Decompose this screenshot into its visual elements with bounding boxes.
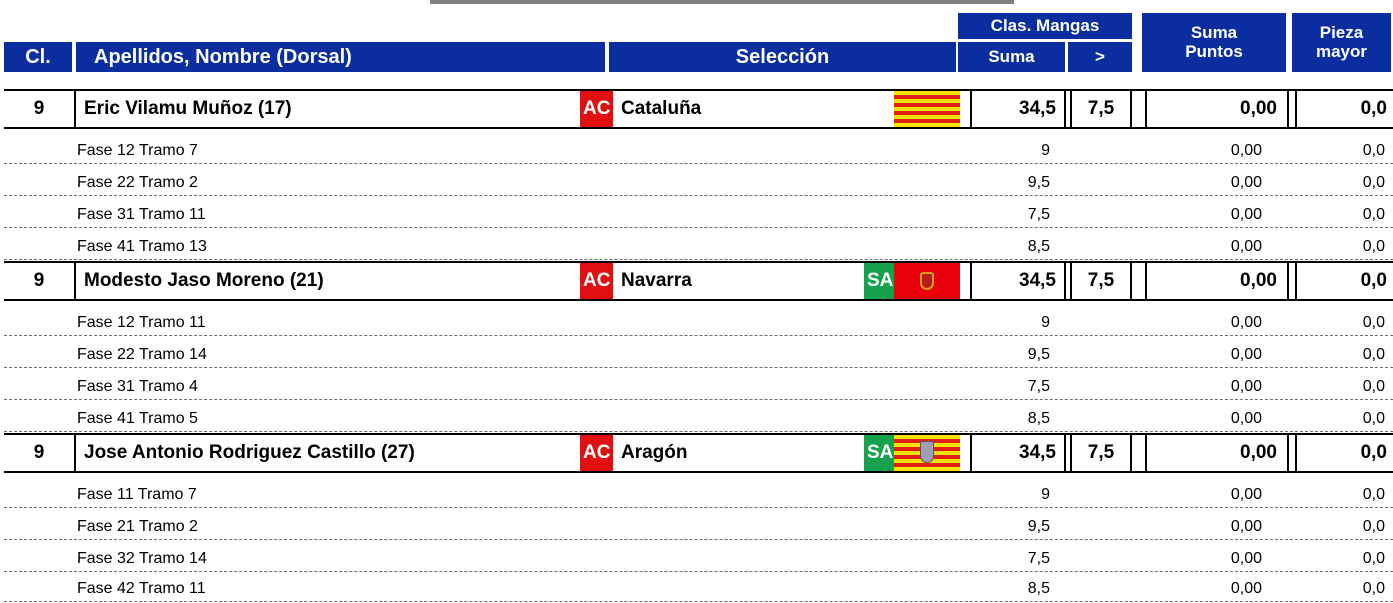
- header-pieza-line2: mayor: [1315, 41, 1368, 61]
- round-puntos: 0,00: [1230, 142, 1262, 159]
- round-suma: 9,5: [1027, 346, 1050, 363]
- round-row: [4, 305, 1393, 336]
- round-row: [4, 401, 1393, 432]
- catalonia-flag-icon: [894, 91, 960, 127]
- competitor-name: Modesto Jaso Moreno (21): [76, 263, 613, 299]
- competitor-name: Jose Antonio Rodriguez Castillo (27): [76, 435, 613, 471]
- header-suma-puntos-line2: Puntos: [1185, 41, 1243, 61]
- competitor-row: [4, 433, 1393, 473]
- round-pieza: 0,0: [1362, 142, 1385, 159]
- round-puntos: 0,00: [1230, 314, 1262, 331]
- round-puntos: 0,00: [1230, 486, 1262, 503]
- round-label: Fase 41 Tramo 5: [77, 410, 198, 427]
- competitor-rank: 9: [4, 263, 76, 299]
- header-gt: >: [1068, 42, 1132, 72]
- competitor-pieza: 0,0: [1295, 91, 1393, 127]
- round-suma: 7,5: [1027, 206, 1050, 223]
- competitor-seleccion: Aragón: [613, 435, 960, 471]
- round-label: Fase 32 Tramo 14: [77, 550, 207, 567]
- round-puntos: 0,00: [1230, 206, 1262, 223]
- round-label: Fase 11 Tramo 7: [77, 486, 197, 503]
- round-label: Fase 31 Tramo 4: [77, 378, 198, 395]
- aragon-emblem-icon: [920, 441, 934, 463]
- header-suma-puntos: [1142, 13, 1286, 72]
- round-puntos: 0,00: [1230, 378, 1262, 395]
- ac-badge: AC: [580, 91, 613, 127]
- round-label: Fase 22 Tramo 2: [77, 174, 198, 191]
- round-row: [4, 165, 1393, 196]
- header-pieza-mayor: [1292, 13, 1391, 72]
- round-pieza: 0,0: [1362, 410, 1385, 427]
- round-suma: 9: [1041, 486, 1050, 503]
- round-row: [4, 133, 1393, 164]
- round-puntos: 0,00: [1230, 518, 1262, 535]
- round-puntos: 0,00: [1230, 550, 1262, 567]
- sa-badge: SA: [864, 263, 896, 299]
- competitor-puntos: 0,00: [1145, 263, 1289, 299]
- top-rule: [430, 0, 1014, 4]
- round-puntos: 0,00: [1230, 346, 1262, 363]
- competitor-seleccion: Navarra: [613, 263, 960, 299]
- round-suma: 7,5: [1027, 550, 1050, 567]
- round-pieza: 0,0: [1362, 174, 1385, 191]
- round-pieza: 0,0: [1362, 346, 1385, 363]
- round-pieza: 0,0: [1362, 486, 1385, 503]
- round-label: Fase 22 Tramo 14: [77, 346, 207, 363]
- competitor-puntos: 0,00: [1145, 435, 1289, 471]
- round-pieza: 0,0: [1362, 580, 1385, 597]
- competitor-rank: 9: [4, 435, 76, 471]
- header-seleccion: Selección: [609, 42, 956, 72]
- round-row: [4, 197, 1393, 228]
- competitor-best: 7,5: [1070, 91, 1132, 127]
- round-row: [4, 229, 1393, 260]
- round-puntos: 0,00: [1230, 410, 1262, 427]
- competitor-suma: 34,5: [970, 91, 1066, 127]
- round-suma: 9,5: [1027, 518, 1050, 535]
- round-pieza: 0,0: [1362, 238, 1385, 255]
- competitor-best: 7,5: [1070, 263, 1132, 299]
- round-puntos: 0,00: [1230, 580, 1262, 597]
- round-label: Fase 42 Tramo 11: [77, 580, 206, 597]
- header-pieza-line1: Pieza: [1319, 22, 1364, 42]
- round-pieza: 0,0: [1362, 314, 1385, 331]
- round-pieza: 0,0: [1362, 518, 1385, 535]
- round-label: Fase 41 Tramo 13: [77, 238, 207, 255]
- header-suma-puntos-line1: Suma: [1190, 22, 1238, 42]
- competitor-seleccion: Cataluña: [613, 91, 960, 127]
- competitor-best: 7,5: [1070, 435, 1132, 471]
- competitor-suma: 34,5: [970, 263, 1066, 299]
- round-suma: 8,5: [1027, 410, 1050, 427]
- round-row: [4, 509, 1393, 540]
- round-suma: 9: [1041, 142, 1050, 159]
- round-row: [4, 369, 1393, 400]
- header-suma: Suma: [958, 42, 1065, 72]
- round-row: [4, 541, 1393, 572]
- round-puntos: 0,00: [1230, 238, 1262, 255]
- round-row: [4, 337, 1393, 368]
- navarra-flag-icon: [894, 263, 960, 299]
- header-clas-mangas: Clas. Mangas: [958, 13, 1132, 39]
- round-suma: 7,5: [1027, 378, 1050, 395]
- competitor-pieza: 0,0: [1295, 263, 1393, 299]
- header-name: Apellidos, Nombre (Dorsal): [76, 42, 605, 72]
- sa-badge: SA: [864, 435, 896, 471]
- aragon-flag-icon: [894, 435, 960, 471]
- round-suma: 9: [1041, 314, 1050, 331]
- round-pieza: 0,0: [1362, 550, 1385, 567]
- round-puntos: 0,00: [1230, 174, 1262, 191]
- round-label: Fase 31 Tramo 11: [77, 206, 206, 223]
- competitor-row: [4, 261, 1393, 301]
- round-row: [4, 477, 1393, 508]
- competitor-pieza: 0,0: [1295, 435, 1393, 471]
- competitor-name: Eric Vilamu Muñoz (17): [76, 91, 613, 127]
- competitor-suma: 34,5: [970, 435, 1066, 471]
- competitor-row: [4, 89, 1393, 129]
- ac-badge: AC: [580, 263, 613, 299]
- round-suma: 8,5: [1027, 580, 1050, 597]
- round-pieza: 0,0: [1362, 378, 1385, 395]
- ac-badge: AC: [580, 435, 613, 471]
- round-row: [4, 571, 1393, 602]
- round-label: Fase 21 Tramo 2: [77, 518, 198, 535]
- round-label: Fase 12 Tramo 11: [77, 314, 206, 331]
- round-pieza: 0,0: [1362, 206, 1385, 223]
- round-label: Fase 12 Tramo 7: [77, 142, 198, 159]
- round-suma: 8,5: [1027, 238, 1050, 255]
- round-suma: 9,5: [1027, 174, 1050, 191]
- competitor-rank: 9: [4, 91, 76, 127]
- navarra-emblem-icon: [920, 272, 934, 290]
- competitor-puntos: 0,00: [1145, 91, 1289, 127]
- header-cl: Cl.: [4, 42, 72, 72]
